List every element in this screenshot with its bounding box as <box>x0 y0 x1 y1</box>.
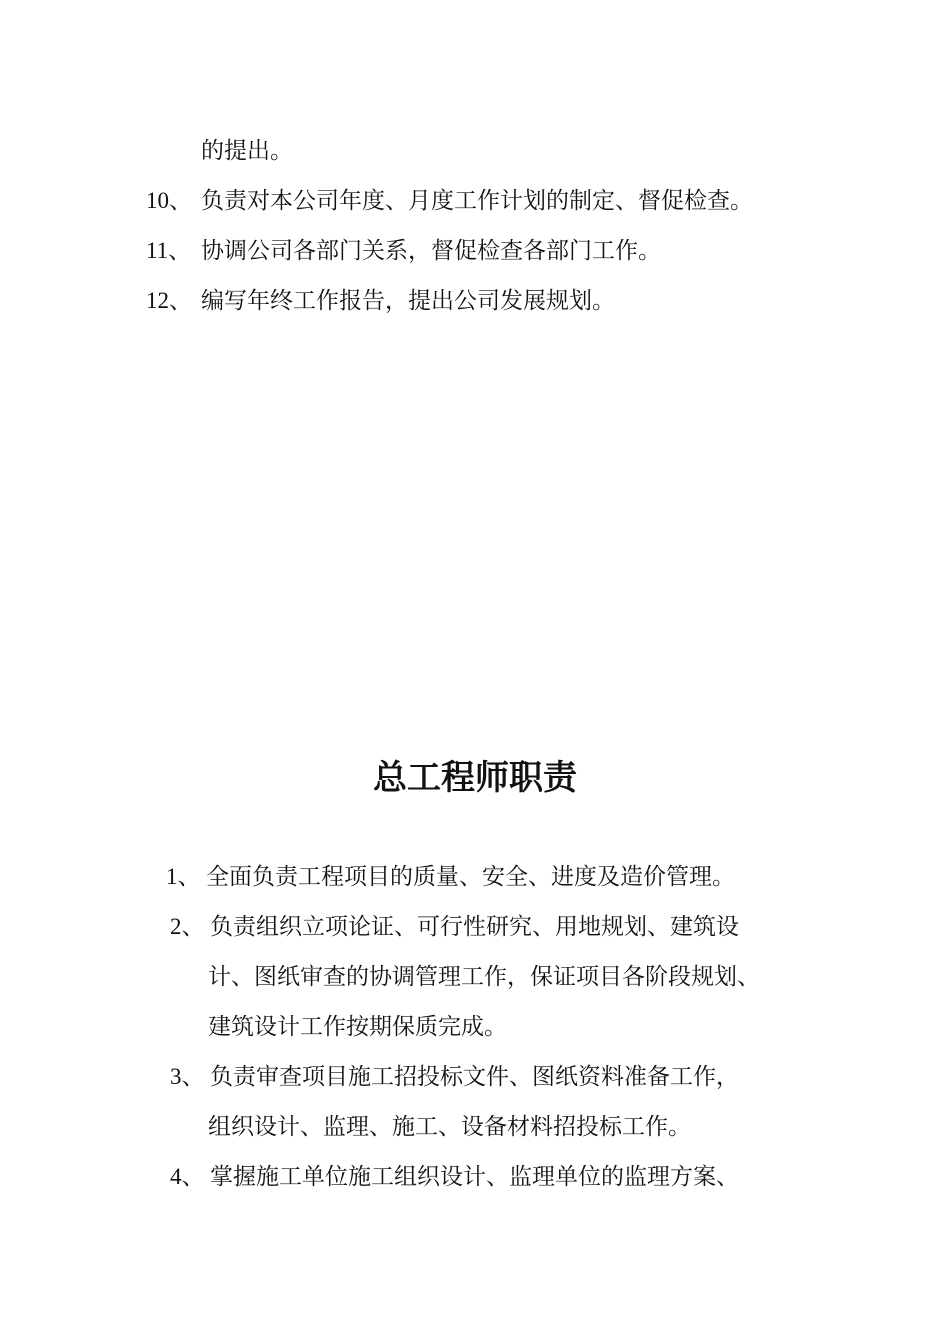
item-text: 负责对本公司年度、月度工作计划的制定、督促检查。 <box>201 188 753 214</box>
list-continuation-text: 的提出。 <box>201 138 293 164</box>
item-text: 掌握施工单位施工组织设计、监理单位的监理方案、 <box>210 1164 739 1190</box>
item-number: 10、 <box>146 188 192 213</box>
item-text: 负责组织立项论证、可行性研究、用地规划、建筑设 <box>210 914 739 940</box>
item-text: 建筑设计工作按期保质完成。 <box>208 1014 507 1040</box>
item-number: 11、 <box>146 238 192 263</box>
item-text: 协调公司各部门关系，督促检查各部门工作。 <box>201 238 661 264</box>
item-number: 2、 <box>170 914 205 939</box>
item-text: 组织设计、监理、施工、设备材料招投标工作。 <box>208 1114 691 1140</box>
item-text: 编写年终工作报告，提出公司发展规划。 <box>201 288 615 314</box>
item-text: 全面负责工程项目的质量、安全、进度及造价管理。 <box>206 864 735 890</box>
section-title: 总工程师职责 <box>373 758 577 798</box>
item-number: 12、 <box>146 288 192 313</box>
item-text: 负责审查项目施工招投标文件、图纸资料准备工作， <box>210 1064 739 1090</box>
item-number: 3、 <box>170 1064 205 1089</box>
item-text: 计、图纸审查的协调管理工作，保证项目各阶段规划、 <box>208 964 760 990</box>
item-number: 1、 <box>166 864 201 889</box>
item-number: 4、 <box>170 1164 205 1189</box>
